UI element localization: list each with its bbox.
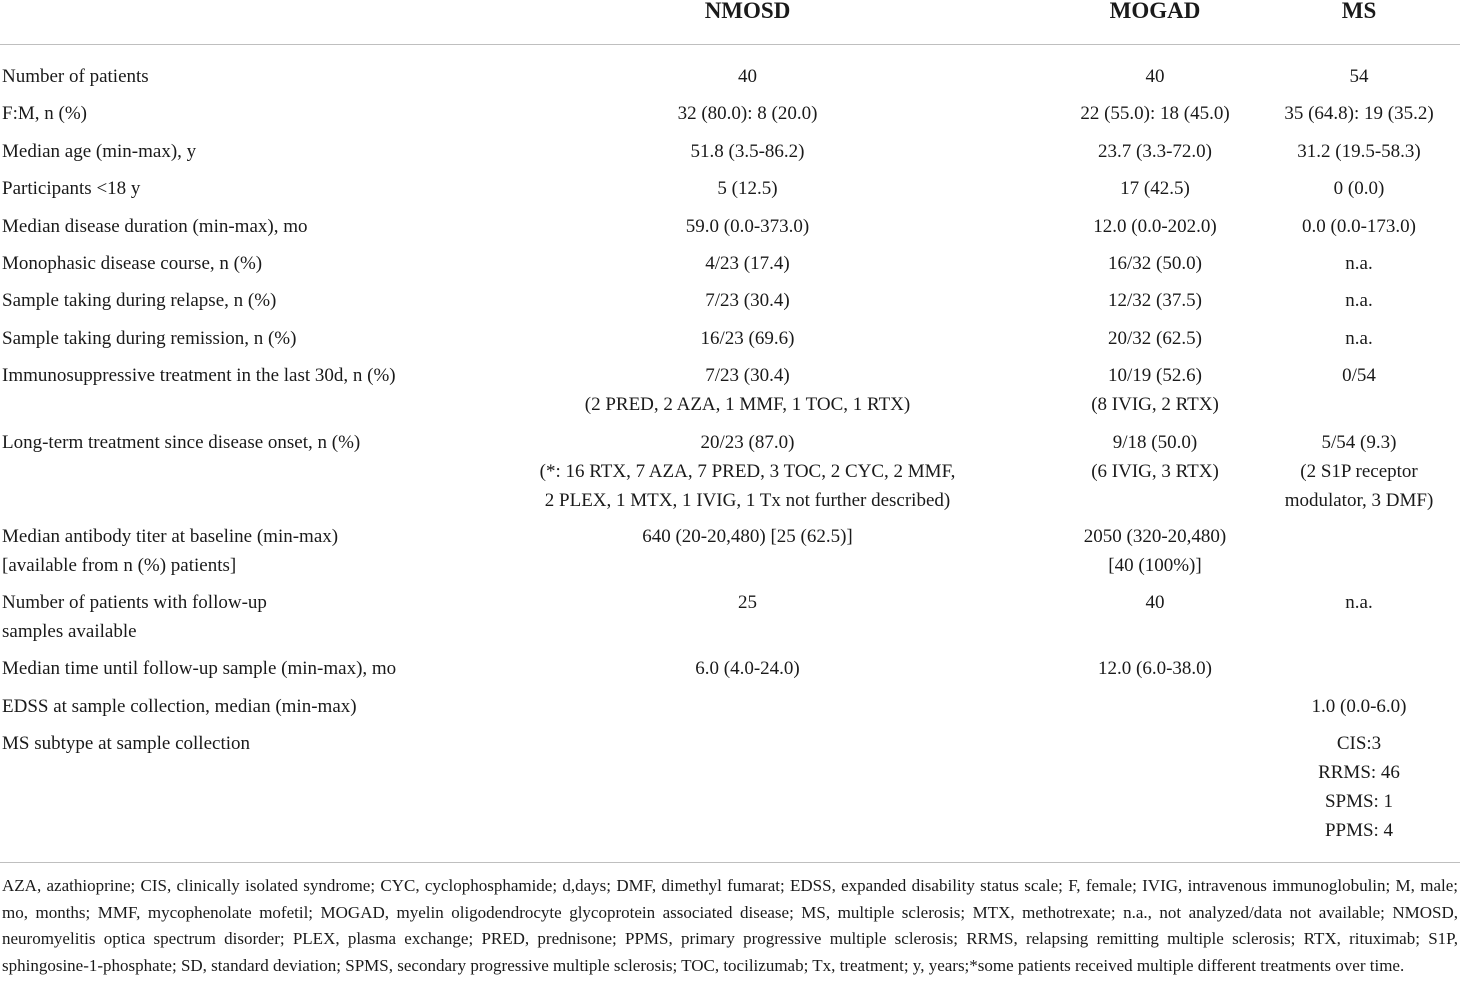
row-label bbox=[2, 174, 522, 203]
cell-ms bbox=[1258, 137, 1460, 166]
cell-line: n.a. bbox=[1345, 592, 1373, 613]
cell-ms bbox=[1258, 249, 1460, 278]
cell-ms bbox=[1258, 324, 1460, 353]
cell-mogad bbox=[1030, 286, 1280, 315]
cell-line: 16/32 (50.0) bbox=[1108, 253, 1202, 274]
row-label bbox=[2, 654, 522, 683]
cell-nmosd bbox=[495, 286, 1000, 315]
cell-line: 25 bbox=[738, 592, 757, 613]
row-label bbox=[2, 588, 522, 646]
cell-line: Number of patients bbox=[2, 66, 149, 87]
cell-line: 0.0 (0.0-173.0) bbox=[1302, 216, 1416, 237]
cell-nmosd bbox=[495, 99, 1000, 128]
cell-ms bbox=[1258, 62, 1460, 91]
cell-line: 40 bbox=[1145, 66, 1165, 87]
table-bottom-rule bbox=[0, 862, 1460, 863]
cell-mogad bbox=[1030, 588, 1280, 617]
cell-line: 22 (55.0): 18 (45.0) bbox=[1080, 103, 1230, 124]
cell-line: samples available bbox=[2, 621, 137, 642]
cell-ms bbox=[1258, 99, 1460, 128]
cell-line: (2 S1P receptor bbox=[1300, 461, 1418, 482]
cell-mogad bbox=[1030, 62, 1280, 91]
row-label bbox=[2, 62, 522, 91]
cell-line: 9/18 (50.0) bbox=[1112, 432, 1198, 453]
cell-line: 54 bbox=[1349, 66, 1369, 87]
cell-line: 7/23 (30.4) bbox=[705, 290, 790, 311]
cell-line: F:M, n (%) bbox=[2, 103, 87, 124]
cell-nmosd bbox=[495, 588, 1000, 617]
cell-mogad bbox=[1030, 137, 1280, 166]
row-label bbox=[2, 286, 522, 315]
cell-line: Median age (min-max), y bbox=[2, 141, 197, 162]
cell-line: Median disease duration (min-max), mo bbox=[2, 216, 308, 237]
cell-line: 40 bbox=[738, 66, 757, 87]
cell-ms bbox=[1258, 212, 1460, 241]
cell-line: [available from n (%) patients] bbox=[2, 555, 237, 576]
cell-line: Long-term treatment since disease onset, n (%) bbox=[2, 432, 361, 453]
cell-ms bbox=[1258, 286, 1460, 315]
cell-mogad bbox=[1030, 361, 1280, 419]
cell-line: 7/23 (30.4) bbox=[705, 365, 790, 386]
cell-line: 40 bbox=[1145, 592, 1165, 613]
cell-line: 10/19 (52.6) bbox=[1108, 365, 1202, 386]
row-label bbox=[2, 324, 522, 353]
cell-line: 5 (12.5) bbox=[717, 178, 778, 199]
cell-line: Immunosuppressive treatment in the last 30d, n (%) bbox=[2, 365, 396, 386]
cell-nmosd bbox=[495, 212, 1000, 241]
cell-mogad bbox=[1030, 249, 1280, 278]
cell-line: 2 PLEX, 1 MTX, 1 IVIG, 1 Tx not further described) bbox=[544, 490, 951, 511]
cell-line: 12.0 (0.0-202.0) bbox=[1093, 216, 1217, 237]
cell-line: n.a. bbox=[1345, 253, 1373, 274]
cell-line: 6.0 (4.0-24.0) bbox=[695, 658, 800, 679]
cell-nmosd bbox=[495, 324, 1000, 353]
cell-nmosd bbox=[495, 522, 1000, 551]
cell-line: n.a. bbox=[1345, 328, 1373, 349]
cell-line: 0 (0.0) bbox=[1333, 178, 1385, 199]
column-header-nmosd: NMOSD bbox=[704, 0, 791, 23]
cell-nmosd bbox=[495, 249, 1000, 278]
row-label bbox=[2, 249, 522, 278]
cell-line: 0/54 bbox=[1342, 365, 1376, 386]
cell-ms bbox=[1258, 174, 1460, 203]
cell-nmosd bbox=[495, 428, 1000, 515]
cell-line: (*: 16 RTX, 7 AZA, 7 PRED, 3 TOC, 2 CYC, 2 MMF, bbox=[539, 461, 956, 482]
row-label bbox=[2, 361, 522, 390]
table-footnote: AZA, azathioprine; CIS, clinically isolated syndrome; CYC, cyclophosphamide; d,days; DMF, dimethyl fumarat; EDSS, expanded disability status scale; F, female; IVIG, intravenous immunoglobulin; M, male; mo, months; MMF, mycophenolate mofetil; MOGAD, myelin oligodendrocyte glycoprotein associated disease; MS, multiple sclerosis; MTX, methotrexate; n.a., not analyzed/data not available; NMOSD, neuromyelitis optica spectrum disorder; PLEX, plasma exchange; PRED, prednisone; PPMS, primary progressive multiple sclerosis; RRMS, relapsing remitting multiple sclerosis; RTX, rituximab; S1P, sphingosine-1-phosphate; SD, standard deviation; SPMS, secondary progressive multiple sclerosis; TOC, tocilizumab; Tx, treatment; y, years;*some patients received multiple different treatments over time. bbox=[2, 876, 1458, 975]
cell-mogad bbox=[1030, 174, 1280, 203]
cell-line: 31.2 (19.5-58.3) bbox=[1297, 141, 1421, 162]
column-header-mogad: MOGAD bbox=[1109, 0, 1201, 23]
row-label bbox=[2, 522, 522, 580]
cell-line: CIS:3 bbox=[1336, 733, 1382, 754]
row-label bbox=[2, 99, 522, 128]
cell-line: (8 IVIG, 2 RTX) bbox=[1091, 394, 1219, 415]
column-header-ms: MS bbox=[1341, 0, 1377, 23]
row-label bbox=[2, 692, 522, 721]
cell-line: 32 (80.0): 8 (20.0) bbox=[677, 103, 818, 124]
cell-line: EDSS at sample collection, median (min-max) bbox=[2, 696, 357, 717]
cell-line: 59.0 (0.0-373.0) bbox=[685, 216, 810, 237]
cell-nmosd bbox=[495, 654, 1000, 683]
cell-line: 35 (64.8): 19 (35.2) bbox=[1284, 103, 1434, 124]
cell-line: RRMS: 46 bbox=[1318, 762, 1400, 783]
cell-line: Number of patients with follow-up bbox=[2, 592, 267, 613]
cell-line: 4/23 (17.4) bbox=[705, 253, 790, 274]
row-label bbox=[2, 212, 522, 241]
cell-line: 20/32 (62.5) bbox=[1108, 328, 1202, 349]
cell-line: 17 (42.5) bbox=[1120, 178, 1190, 199]
cell-line: 640 (20-20,480) [25 (62.5)] bbox=[642, 526, 853, 547]
row-label bbox=[2, 729, 522, 758]
cell-nmosd bbox=[495, 361, 1000, 419]
cell-line: 1.0 (0.0-6.0) bbox=[1311, 696, 1407, 717]
cell-ms bbox=[1258, 361, 1460, 390]
cell-line: PPMS: 4 bbox=[1324, 820, 1394, 841]
cell-mogad bbox=[1030, 99, 1280, 128]
cell-line: Median antibody titer at baseline (min-max) bbox=[2, 526, 339, 547]
row-label bbox=[2, 428, 522, 457]
cell-line: [40 (100%)] bbox=[1108, 555, 1202, 576]
cell-line: Sample taking during remission, n (%) bbox=[2, 328, 297, 349]
cell-mogad bbox=[1030, 324, 1280, 353]
cell-ms bbox=[1258, 692, 1460, 721]
cell-line: 12.0 (6.0-38.0) bbox=[1098, 658, 1212, 679]
cell-mogad bbox=[1030, 654, 1280, 683]
cell-line: MS subtype at sample collection bbox=[2, 733, 251, 754]
cell-line: modulator, 3 DMF) bbox=[1284, 490, 1434, 511]
cell-line: n.a. bbox=[1345, 290, 1373, 311]
cell-ms bbox=[1258, 428, 1460, 515]
cell-line: SPMS: 1 bbox=[1324, 791, 1394, 812]
cell-ms bbox=[1258, 729, 1460, 845]
cell-line: Monophasic disease course, n (%) bbox=[2, 253, 263, 274]
cell-ms bbox=[1258, 588, 1460, 617]
cell-mogad bbox=[1030, 212, 1280, 241]
cell-nmosd bbox=[495, 137, 1000, 166]
cell-mogad bbox=[1030, 428, 1280, 486]
cell-line: (6 IVIG, 3 RTX) bbox=[1091, 461, 1219, 482]
cell-line: 51.8 (3.5-86.2) bbox=[690, 141, 805, 162]
table-header bbox=[0, 0, 1460, 45]
cell-line: 5/54 (9.3) bbox=[1321, 432, 1397, 453]
cell-line: 16/23 (69.6) bbox=[700, 328, 795, 349]
cell-line: 20/23 (87.0) bbox=[700, 432, 795, 453]
cell-mogad bbox=[1030, 522, 1280, 580]
cell-line: 2050 (320-20,480) bbox=[1083, 526, 1227, 547]
cell-line: 23.7 (3.3-72.0) bbox=[1098, 141, 1212, 162]
cell-line: Participants <18 y bbox=[2, 178, 141, 199]
cell-line: 12/32 (37.5) bbox=[1108, 290, 1202, 311]
cell-line: Sample taking during relapse, n (%) bbox=[2, 290, 277, 311]
cell-nmosd bbox=[495, 174, 1000, 203]
cell-line: Median time until follow-up sample (min-max), mo bbox=[2, 658, 397, 679]
cell-nmosd bbox=[495, 62, 1000, 91]
cell-line: (2 PRED, 2 AZA, 1 MMF, 1 TOC, 1 RTX) bbox=[584, 394, 911, 415]
row-label bbox=[2, 137, 522, 166]
